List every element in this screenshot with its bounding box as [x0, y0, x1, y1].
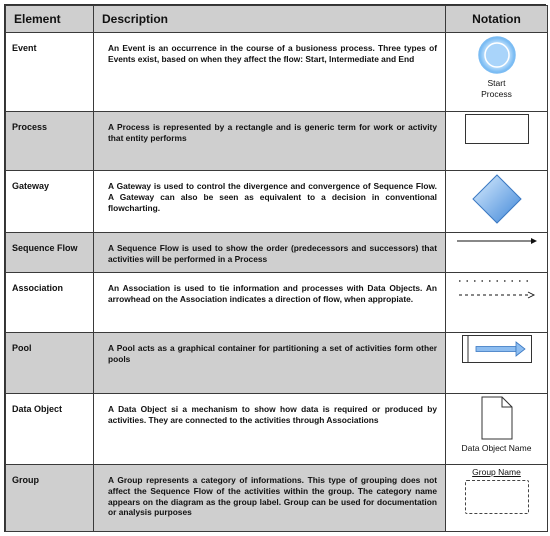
notation-cell [446, 33, 548, 112]
description-cell: An Event is an occurrence in the course of a busioness process. Three types of Events exist, based on when they affect the flow: Start, Intermediate and End [94, 33, 446, 112]
notation-cell [446, 465, 548, 532]
element-cell: Pool [6, 333, 94, 394]
notation-cell [446, 112, 548, 171]
header-notation: Notation [446, 6, 548, 33]
table-row-sequence-flow [6, 233, 548, 273]
table-header-row [6, 6, 548, 33]
bpmn-elements-table-frame [4, 4, 546, 532]
table-row-group [6, 465, 548, 532]
sequence-flow-arrow-icon [455, 235, 539, 247]
group-dashed-box-icon [465, 480, 529, 514]
gateway-diamond-icon [471, 173, 523, 225]
pool-container-icon [462, 335, 532, 363]
element-cell: Group [6, 465, 94, 532]
element-cell: Sequence Flow [6, 233, 94, 273]
description-cell: A Process is represented by a rectangle and is generic term for work or activity that entity performs [94, 112, 446, 171]
data-object-document-icon [481, 396, 513, 440]
table-row-event [6, 33, 548, 112]
header-element: Element [6, 6, 94, 33]
table-row-association [6, 273, 548, 333]
association-dotted-line-icon [455, 275, 539, 301]
element-cell: Gateway [6, 171, 94, 233]
table-row-gateway [6, 171, 548, 233]
description-cell: An Association is used to tie information and processes with Data Objects. An arrowhead on the Association indicates a direction of flow, when appropiate. [94, 273, 446, 333]
element-cell: Association [6, 273, 94, 333]
element-cell: Process [6, 112, 94, 171]
description-cell: A Data Object si a mechanism to show how data is required or produced by activities. They are connected to the activities through Associations [94, 394, 446, 465]
description-cell: A Group represents a category of informations. This type of grouping does not affect the Sequence Flow of the activities within the group. The category name appears on the diagram as the group label. Group can be used for documentation or analysis purposes [94, 465, 446, 532]
notation-cell [446, 233, 548, 273]
notation-cell [446, 394, 548, 465]
element-cell: Data Object [6, 394, 94, 465]
notation-cell [446, 333, 548, 394]
process-rectangle-icon [465, 114, 529, 144]
bpmn-elements-table [5, 5, 548, 532]
table-row-process [6, 112, 548, 171]
table-row-pool [6, 333, 548, 394]
description-cell: A Gateway is used to control the divergence and convergence of Sequence Flow. A Gateway can also be seen as equivalent to a decision in conventional flowcharting. [94, 171, 446, 233]
description-cell: A Pool acts as a graphical container for partitioning a set of activities form other pools [94, 333, 446, 394]
description-cell: A Sequence Flow is used to show the order (predecessors and successors) that activities will be performed in a Process [94, 233, 446, 273]
table-row-data-object [6, 394, 548, 465]
start-event-circle-icon [477, 35, 517, 75]
notation-cell [446, 171, 548, 233]
element-cell: Event [6, 33, 94, 112]
start-event-caption: Start Process [481, 78, 512, 99]
data-object-caption: Data Object Name [461, 443, 532, 453]
header-description: Description [94, 6, 446, 33]
group-name-caption: Group Name [472, 467, 521, 477]
notation-cell [446, 273, 548, 333]
